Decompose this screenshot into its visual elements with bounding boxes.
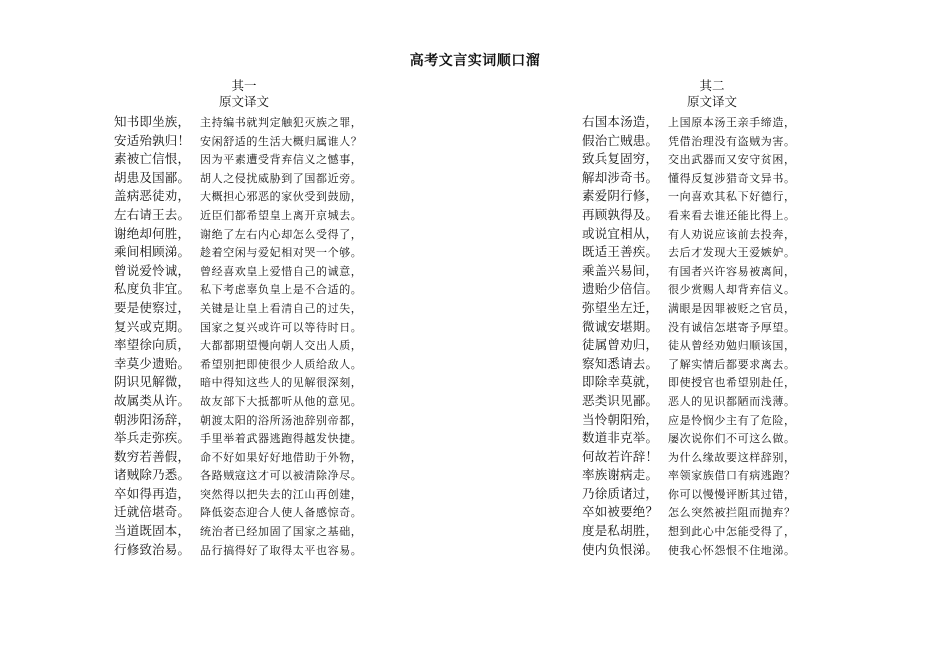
original-text: 胡患及国鄙。 (114, 169, 191, 185)
translation-text: 恶人的见识都陋而浅薄。 (668, 394, 796, 408)
translation-text: 有人劝说应该前去投奔， (668, 227, 796, 241)
poem-line (582, 131, 872, 150)
original-text: 举兵走弥疾。 (114, 430, 191, 446)
poem-line (114, 186, 404, 205)
poem-line (114, 428, 404, 447)
original-text: 何故若许辞！ (582, 448, 659, 464)
column-heading: 其一 (231, 78, 257, 93)
poem-line (114, 540, 404, 559)
translation-text: 各路贼寇这才可以被清除净尽。 (200, 469, 363, 483)
poem-line (582, 465, 872, 484)
poem-line (114, 317, 404, 336)
original-text: 朝涉阳汤辞， (114, 411, 191, 427)
poem-line (582, 391, 872, 410)
poem-line (114, 298, 404, 317)
original-text: 当怜朝阳殆， (582, 411, 659, 427)
original-text: 幸莫少遗贻。 (114, 355, 191, 371)
poem-line (582, 447, 872, 466)
original-text: 乘盖兴易间， (582, 262, 659, 278)
original-text: 知书即坐族， (114, 114, 191, 129)
poem-line (114, 224, 404, 243)
document-title: 高考文言实词顺口溜 (409, 53, 541, 69)
original-text: 私度负非宜。 (114, 281, 191, 297)
poem-line (114, 112, 404, 131)
original-text: 度是私胡胜， (582, 523, 659, 539)
poem-line (114, 372, 404, 391)
translation-text: 胡人之侵扰威胁到了国都近旁。 (200, 171, 363, 185)
translation-text: 上国原本汤王亲手缔造， (668, 116, 796, 129)
poem-line (582, 205, 872, 224)
original-text: 数道非克举。 (582, 430, 659, 446)
poem-line (114, 391, 404, 410)
original-text: 弥望坐左迁， (582, 299, 659, 315)
poem-line (582, 354, 872, 373)
translation-text: 很少赏赐人却背弃信义。 (668, 283, 796, 297)
original-text: 左右请王去。 (114, 206, 191, 222)
poem-line (582, 298, 872, 317)
original-text: 率望徐向质， (114, 337, 191, 353)
column-subheading: 原文译文 (686, 94, 737, 109)
translation-text: 关键是让皇上看清自己的过失， (200, 301, 363, 315)
poem-line (582, 149, 872, 168)
poem-line (114, 131, 404, 150)
poem-line (582, 317, 872, 336)
original-text: 率族谢病走。 (582, 467, 659, 483)
translation-text: 徒从曾经劝勉归顺该国， (668, 339, 796, 353)
original-text: 解却涉奇书。 (582, 169, 659, 185)
original-text: 即除幸莫就， (582, 374, 659, 390)
original-text: 盖病恶徒劝， (114, 188, 191, 204)
translation-text: 看来看去谁还能比得上。 (668, 208, 796, 222)
poem-line (582, 521, 872, 540)
translation-text: 突然得以把失去的江山再创建， (200, 487, 363, 501)
translation-text: 降低姿态迎合人使人备感惊奇。 (200, 506, 363, 520)
poem-line (114, 279, 404, 298)
translation-text: 使我心怀怨恨不住地涕。 (668, 543, 796, 557)
translation-text: 率领家族借口有病逃跑？ (668, 469, 796, 483)
original-text: 徒属曾劝归， (582, 337, 659, 353)
poem-line (582, 540, 872, 559)
translation-text: 想到此心中怎能受得了， (668, 525, 796, 539)
original-text: 致兵复固穷， (582, 151, 659, 167)
translation-text: 统治者已经加固了国家之基础， (200, 525, 363, 539)
translation-text: 怎么突然被拦阻而抛弃？ (668, 506, 796, 520)
original-text: 既适王善疾。 (582, 244, 659, 260)
original-text: 假治亡贼患。 (582, 132, 659, 148)
translation-text: 应是怜悯少主有了危险， (668, 413, 796, 427)
column-subheading: 原文译文 (218, 94, 269, 109)
original-text: 迁就倍堪奇。 (114, 504, 191, 520)
original-text: 要是使察过， (114, 299, 191, 315)
translation-text: 曾经喜欢皇上爱惜自己的诚意， (200, 264, 363, 278)
poem-line (114, 149, 404, 168)
poem-line (582, 502, 872, 521)
translation-text: 为什么缘故要这样辞别， (668, 450, 796, 464)
translation-text: 大概担心邪恶的家伙受到鼓励， (200, 190, 363, 204)
column-heading: 其二 (699, 78, 725, 93)
translation-text: 了解实情后都要求离去。 (668, 357, 796, 371)
poem-line (114, 335, 404, 354)
translation-text: 一向喜欢其私下好德行， (668, 190, 796, 204)
translation-text: 手里举着武器逃跑得越发快捷。 (200, 432, 363, 446)
original-text: 再顾孰得及。 (582, 206, 659, 222)
original-text: 当道既固本， (114, 523, 191, 539)
poem-line (582, 242, 872, 261)
translation-text: 即使授官也希望别赴任， (668, 376, 796, 390)
translation-text: 故友部下大抵都听从他的意见。 (200, 394, 363, 408)
poem-line (582, 484, 872, 503)
poem-line (114, 354, 404, 373)
original-text: 或说宜相从， (582, 225, 659, 241)
original-text: 卒如得再造， (114, 485, 191, 501)
poem-line (582, 224, 872, 243)
original-text: 故属类从许。 (114, 392, 191, 408)
translation-text: 去后才发现大王爱嫉妒。 (668, 246, 796, 260)
translation-text: 凭借治理没有盗贼为害。 (668, 134, 796, 148)
original-text: 使内负恨涕。 (582, 541, 659, 557)
translation-text: 国家之复兴或许可以等待时日。 (200, 320, 363, 334)
original-text: 素爱阴行修， (582, 188, 659, 204)
poem-line (114, 521, 404, 540)
poem-line (582, 335, 872, 354)
original-text: 诸贼除乃悉。 (114, 467, 191, 483)
translation-text: 谢绝了左右内心却怎么受得了， (200, 227, 363, 241)
poem-line (582, 112, 872, 131)
original-text: 微诚安堪期。 (582, 318, 659, 334)
translation-text: 命不好如果好好地借助于外物， (200, 450, 363, 464)
translation-text: 品行搞得好了取得太平也容易。 (200, 543, 363, 557)
poem-line (114, 465, 404, 484)
original-text: 谢绝却何胜， (114, 225, 191, 241)
translation-text: 希望别把即使很少人质给敌人。 (200, 357, 363, 371)
translation-text: 懂得反复涉猎奇文异书。 (668, 171, 796, 185)
poem-rows (114, 112, 404, 558)
translation-text: 有国者兴许容易被离间， (668, 264, 796, 278)
poem-rows (582, 112, 872, 558)
poem-line (582, 428, 872, 447)
poem-line (114, 502, 404, 521)
original-text: 行修致治易。 (114, 541, 191, 557)
poem-line (114, 168, 404, 187)
original-text: 乃徐质诸过， (582, 485, 659, 501)
translation-text: 私下考虑辜负皇上是不合适的。 (200, 283, 363, 297)
original-text: 素被亡信恨， (114, 151, 191, 167)
original-text: 右国本汤造， (582, 114, 659, 129)
poem-line (582, 279, 872, 298)
original-text: 阴识见解微， (114, 374, 191, 390)
poem-line (582, 372, 872, 391)
original-text: 复兴或克期。 (114, 318, 191, 334)
poem-line (582, 168, 872, 187)
translation-text: 趁着空闲与爱妃相对哭一个够。 (200, 246, 363, 260)
poem-line (114, 410, 404, 429)
poem-line (114, 447, 404, 466)
translation-text: 你可以慢慢评断其过错， (668, 487, 796, 501)
translation-text: 交出武器而又安守贫困， (668, 153, 796, 167)
poem-line (582, 186, 872, 205)
original-text: 恶类识见鄙。 (582, 392, 659, 408)
poem-line (582, 261, 872, 280)
poem-line (114, 261, 404, 280)
original-text: 安适殆孰归！ (114, 132, 191, 148)
poem-line (114, 205, 404, 224)
translation-text: 暗中得知这些人的见解很深刻， (200, 376, 363, 390)
translation-text: 朝渡太阳的浴所汤池辞别帝都， (200, 413, 363, 427)
poem-line (114, 484, 404, 503)
original-text: 乘间相顾涕。 (114, 244, 191, 260)
translation-text: 主持编书就判定触犯灭族之罪， (200, 116, 363, 129)
translation-text: 因为平素遭受背弃信义之憾事， (200, 153, 363, 167)
translation-text: 没有诚信怎堪寄予厚望。 (668, 320, 796, 334)
original-text: 卒如被要绝？ (582, 504, 659, 520)
original-text: 遗贻少倍信。 (582, 281, 659, 297)
translation-text: 近臣们都希望皇上离开京城去。 (200, 208, 363, 222)
original-text: 曾说爱怜诚， (114, 262, 191, 278)
translation-text: 满眼是因罪被贬之官员， (668, 301, 796, 315)
poem-line (582, 410, 872, 429)
original-text: 察知悉请去。 (582, 355, 659, 371)
original-text: 数穷若善假， (114, 448, 191, 464)
translation-text: 屡次说你们不可这么做。 (668, 432, 796, 446)
translation-text: 安闲舒适的生活大概归属谁人？ (200, 134, 363, 148)
translation-text: 大都都期望慢向朝人交出人质， (200, 339, 363, 353)
poem-line (114, 242, 404, 261)
